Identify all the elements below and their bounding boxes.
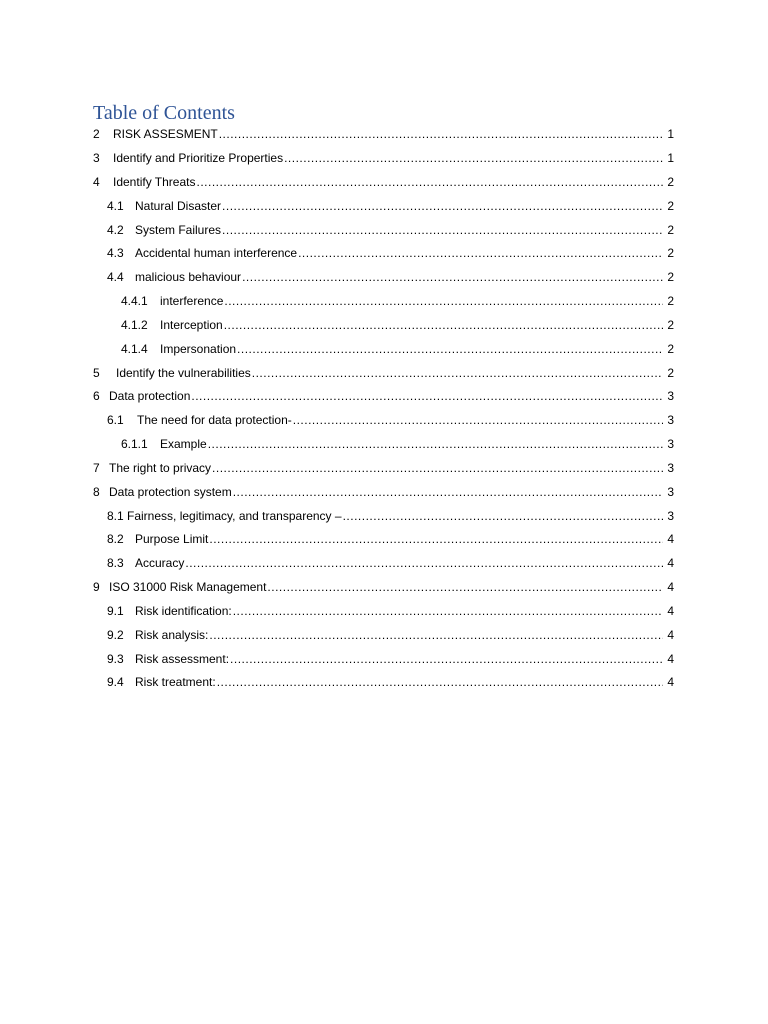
toc-entry-text: Risk treatment: (135, 675, 216, 689)
toc-entry-page: 2 (667, 294, 674, 308)
toc-entry-text: Risk assessment: (135, 652, 230, 666)
toc-entry-page: 2 (667, 366, 674, 380)
toc-entry-text: Accuracy (135, 556, 185, 570)
toc-entry-page: 2 (667, 246, 674, 260)
toc-entry-text: RISK ASSESMENT (113, 127, 218, 141)
toc-leader (222, 220, 663, 240)
toc-entry-number: 4.4.1 (121, 294, 148, 308)
toc-entry-number: 6.1.1 (121, 437, 148, 451)
toc-entry-text: Data protection (109, 389, 191, 403)
toc-entry-text: The right to privacy (109, 461, 212, 475)
toc-leader (233, 482, 663, 502)
toc-leader (298, 243, 663, 263)
toc-entry-text: ISO 31000 Risk Management (109, 580, 267, 594)
toc-entry-page: 3 (667, 413, 674, 427)
toc-entry-page: 4 (667, 556, 674, 570)
toc-entry-number: 9.1 (107, 604, 124, 618)
toc-entry-text: The need for data protection- (137, 413, 292, 427)
toc-entry-number: 9.4 (107, 675, 124, 689)
toc-entry[interactable] (0, 601, 768, 621)
toc-entry-text: Interception (160, 318, 223, 332)
toc-leader (191, 386, 663, 406)
toc-entry-page: 3 (667, 461, 674, 475)
toc-entry-text: Accidental human interference (135, 246, 298, 260)
toc-entry-text: interference (160, 294, 224, 308)
toc-entry-number: 2 (93, 127, 100, 141)
toc-entry-number: 8.3 (107, 556, 124, 570)
toc-leader (343, 506, 663, 526)
toc-entry-number: 4.1.4 (121, 342, 148, 356)
toc-entry-number: 5 (93, 366, 100, 380)
toc-leader (224, 291, 663, 311)
toc-entry-page: 1 (667, 127, 674, 141)
toc-entry[interactable] (0, 672, 768, 692)
toc-entry[interactable] (0, 243, 768, 263)
toc-entry[interactable] (0, 458, 768, 478)
toc-entry-page: 2 (667, 318, 674, 332)
toc-entry[interactable] (0, 410, 768, 430)
toc-leader (230, 649, 663, 669)
toc-entry-text: Data protection system (109, 485, 232, 499)
toc-entry-page: 3 (667, 437, 674, 451)
toc-entry-page: 2 (667, 199, 674, 213)
toc-leader (252, 363, 663, 383)
toc-entry[interactable] (0, 506, 768, 526)
toc-entry[interactable] (0, 434, 768, 454)
toc-entry[interactable] (0, 291, 768, 311)
toc-entry-page: 3 (667, 485, 674, 499)
toc-entry-number: 4.2 (107, 223, 124, 237)
toc-leader (209, 625, 663, 645)
toc-entry-text: Natural Disaster (135, 199, 222, 213)
toc-entry[interactable] (0, 553, 768, 573)
toc-entry-number: 8.2 (107, 532, 124, 546)
toc-entry[interactable] (0, 363, 768, 383)
toc-entry-number: 6.1 (107, 413, 124, 427)
toc-entry-page: 4 (667, 532, 674, 546)
toc-entry-number: 4.1 (107, 199, 124, 213)
toc-entry[interactable] (0, 220, 768, 240)
toc-entry-number: 9 (93, 580, 100, 594)
toc-leader (233, 601, 663, 621)
toc-leader (197, 172, 664, 192)
toc-entry-text: Identify Threats (113, 175, 196, 189)
toc-entry-text: Example (160, 437, 207, 451)
toc-entry-page: 3 (667, 509, 674, 523)
toc-leader (222, 196, 663, 216)
toc-leader (208, 434, 663, 454)
toc-entry-number: 3 (93, 151, 100, 165)
toc-entry-page: 4 (667, 628, 674, 642)
toc-entry-page: 1 (667, 151, 674, 165)
toc-entry[interactable] (0, 577, 768, 597)
toc-leader (284, 148, 663, 168)
toc-entry-page: 3 (667, 389, 674, 403)
toc-entry-text: Risk identification: (135, 604, 232, 618)
toc-entry[interactable] (0, 339, 768, 359)
toc-entry-page: 4 (667, 652, 674, 666)
toc-entry-number: 9.2 (107, 628, 124, 642)
toc-leader (209, 529, 663, 549)
toc-title: Table of Contents (93, 102, 235, 124)
toc-entry[interactable] (0, 529, 768, 549)
toc-entry-text: malicious behaviour (135, 270, 242, 284)
toc-leader (224, 315, 663, 335)
toc-entry-number: 9.3 (107, 652, 124, 666)
toc-leader (237, 339, 663, 359)
toc-leader (217, 672, 663, 692)
toc-entry-number: 4.3 (107, 246, 124, 260)
toc-entry-number: 8 (93, 485, 100, 499)
toc-leader (212, 458, 663, 478)
toc-leader (267, 577, 663, 597)
toc-entry-page: 4 (667, 580, 674, 594)
toc-entry[interactable] (0, 148, 768, 168)
toc-entry-page: 2 (667, 342, 674, 356)
toc-leader (219, 124, 663, 144)
toc-entry-number: 7 (93, 461, 100, 475)
toc-entry-page: 2 (667, 175, 674, 189)
toc-entry[interactable] (0, 315, 768, 335)
toc-entry[interactable] (0, 649, 768, 669)
toc-entry-text: System Failures (135, 223, 222, 237)
toc-entry-page: 2 (667, 270, 674, 284)
toc-entry-text: Identify and Prioritize Properties (113, 151, 284, 165)
toc-leader (242, 267, 663, 287)
toc-entry-number: 4 (93, 175, 100, 189)
toc-entry-number: 4.4 (107, 270, 124, 284)
toc-entry-text: Impersonation (160, 342, 237, 356)
toc-entry-page: 4 (667, 604, 674, 618)
toc-entry[interactable] (0, 267, 768, 287)
toc-entry-number: 4.1.2 (121, 318, 148, 332)
toc-leader (185, 553, 663, 573)
toc-entry[interactable] (0, 482, 768, 502)
toc-entry-text: 8.1 Fairness, legitimacy, and transparency – (107, 509, 342, 523)
toc-entry[interactable] (0, 386, 768, 406)
toc-entry[interactable] (0, 625, 768, 645)
toc-entry-text: Identify the vulnerabilities (116, 366, 251, 380)
toc-entry-text: Risk analysis: (135, 628, 209, 642)
toc-entry-page: 2 (667, 223, 674, 237)
toc-entry[interactable] (0, 172, 768, 192)
toc-leader (293, 410, 663, 430)
toc-entry[interactable] (0, 196, 768, 216)
toc-entry-page: 4 (667, 675, 674, 689)
toc-entry-text: Purpose Limit (135, 532, 209, 546)
toc-entry[interactable] (0, 124, 768, 144)
toc-entry-number: 6 (93, 389, 100, 403)
